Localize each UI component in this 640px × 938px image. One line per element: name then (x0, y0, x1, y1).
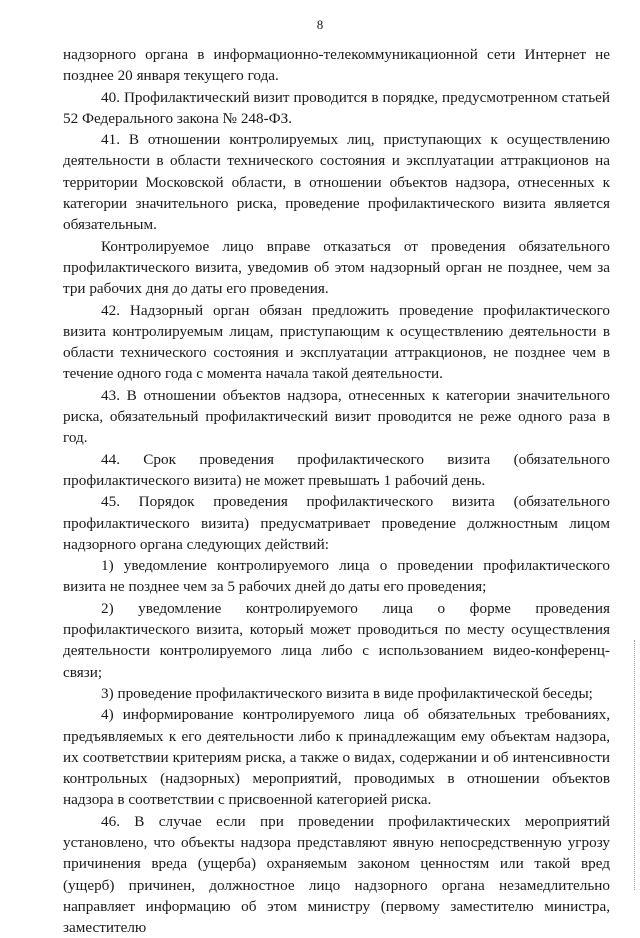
paragraph-45: 45. Порядок проведения профилактического визита (обязательного профилактического визита) предусматривает проведение должностным лицом надзорного органа следующих действий: (63, 493, 610, 553)
paragraph-40: 40. Профилактический визит проводится в порядке, предусмотренном статьей 52 Федерального закона № 248-ФЗ. (63, 88, 610, 127)
list-item-1: 1) уведомление контролируемого лица о проведении профилактического визита не позднее чем за 5 рабочих дней до даты его проведения; (63, 557, 610, 596)
paragraph-41: 41. В отношении контролируемых лиц, приступающих к осуществлению деятельности в области технического состояния и эксплуатации аттракционов на территории Московской области, в отношении объектов надзора, отнесенных к категории значительного риска, проведение профилактического визита является обязательным. (63, 131, 610, 234)
scan-edge-mark (634, 640, 636, 890)
paragraph-46: 46. В случае если при проведении профилактических мероприятий установлено, что объекты надзора представляют явную непосредственную угрозу причинения вреда (ущерба) охраняемым законом ценностям или такой вред (ущерб) причинен, должностное лицо надзорного органа незамедлительно направляет информацию об этом министру (первому заместителю министра, заместителю (63, 812, 610, 937)
list-item-3: 3) проведение профилактического визита в виде профилактической беседы; (101, 684, 593, 702)
paragraph-43: 43. В отношении объектов надзора, отнесенных к категории значительного риска, обязательный профилактический визит проводится не реже одного раза в год. (63, 386, 610, 447)
list-item-2: 2) уведомление контролируемого лица о форме проведения профилактического визита, который может проводиться по месту осуществления деятельности контролируемого лица либо с использованием видео-конференц-связи; (63, 599, 610, 681)
paragraph-continuation: надзорного органа в информационно-телекоммуникационной сети Интернет не позднее 20 января текущего года. (63, 46, 610, 85)
document-body (63, 44, 610, 938)
paragraph-41-refusal: Контролируемое лицо вправе отказаться от проведения обязательного профилактического визита, уведомив об этом надзорный орган не позднее, чем за три рабочих дня до даты его проведения. (63, 237, 610, 298)
paragraph-42: 42. Надзорный орган обязан предложить проведение профилактического визита контролируемым лицам, приступающим к осуществлению деятельности в области технического состояния и эксплуатации аттракционов, не позднее чем в течение одного года с момента начала такой деятельности. (63, 301, 610, 383)
page-number: 8 (316, 17, 324, 32)
paragraph-44: 44. Срок проведения профилактического визита (обязательного профилактического визита) не может превышать 1 рабочий день. (63, 450, 610, 489)
list-item-4: 4) информирование контролируемого лица об обязательных требованиях, предъявляемых к его деятельности либо к принадлежащим ему объектам надзора, их соответствии критериям риска, а также о видах, содержании и об интенсивности контрольных (надзорных) мероприятий, проводимых в отношении объектов надзора в соответствии с присвоенной категорией риска. (63, 706, 610, 809)
